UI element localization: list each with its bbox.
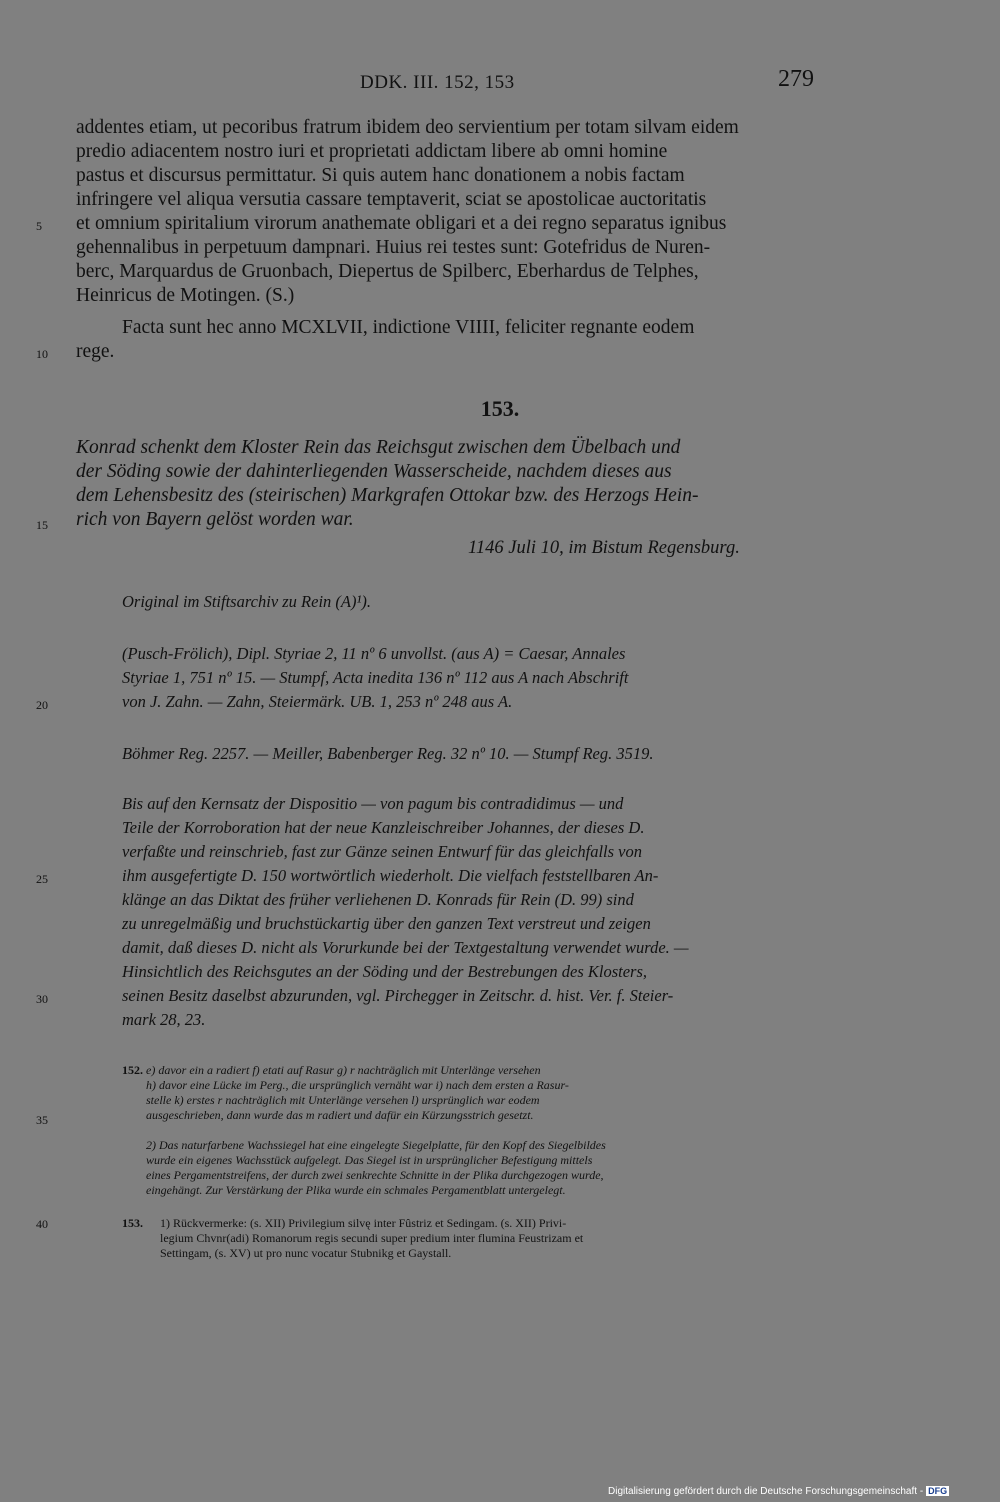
running-header: DDK. III. 152, 153	[360, 72, 515, 93]
line-number: 5	[36, 219, 42, 233]
line-number: 10	[36, 347, 48, 361]
editions-line: (Pusch-Frölich), Dipl. Styriae 2, 11 nº 6 unvollst. (aus A) = Caesar, Annales	[122, 644, 626, 663]
commentary-line: Hinsichtlich des Reichsgutes an der Söding und der Bestrebungen des Klosters,	[122, 962, 648, 981]
main-text-line: predio adiacentem nostro iuri et proprietati addictam libere ab omni homine	[76, 141, 668, 162]
line-number: 35	[36, 1113, 48, 1127]
line-number: 15	[36, 518, 48, 532]
seal-note-line: wurde ein eigenes Wachsstück aufgelegt. Das Siegel ist in ursprünglicher Befestigung mittels	[146, 1153, 593, 1167]
dfg-credit	[608, 1486, 949, 1497]
dfg-credit-text: Digitalisierung gefördert durch die Deutsche Forschungsgemeinschaft -	[608, 1486, 924, 1497]
footnote-line: e) davor ein a radiert f) etati auf Rasur g) r nachträglich mit Unterlänge versehen	[146, 1063, 541, 1077]
regesta-line: Böhmer Reg. 2257. — Meiller, Babenberger Reg. 32 nº 10. — Stumpf Reg. 3519.	[122, 744, 654, 763]
commentary-line: Teile der Korroboration hat der neue Kanzleischreiber Johannes, der dieses D.	[122, 818, 645, 837]
line-number: 20	[36, 698, 48, 712]
footnote-line: stelle k) erstes r nachträglich mit Unterlänge versehen l) ursprünglich war eodem	[146, 1093, 540, 1107]
main-text-line: infringere vel aliqua versutia cassare temptaverit, sciat se apostolicae auctoritatis	[76, 189, 707, 210]
regest-line: Konrad schenkt dem Kloster Rein das Reichsgut zwischen dem Übelbach und	[76, 437, 681, 458]
seal-note-line: 2) Das naturfarbene Wachssiegel hat eine eingelegte Siegelplatte, für den Kopf des Siegelbildes	[146, 1138, 606, 1152]
main-text-line: Facta sunt hec anno MCXLVII, indictione VIIII, feliciter regnante eodem	[122, 317, 695, 338]
seal-note-line: eingehängt. Zur Verstärkung der Plika wurde ein schmales Pergamentblatt untergelegt.	[146, 1183, 566, 1197]
commentary-line: zu unregelmäßig und bruchstückartig über den ganzen Text verstreut und zeigen	[122, 914, 651, 933]
footnote-label: 152.	[122, 1063, 143, 1077]
line-number: 30	[36, 992, 48, 1006]
footnote-line: Settingam, (s. XV) ut pro nunc vocatur Stubnikg et Gaystall.	[160, 1246, 452, 1260]
regest-line: dem Lehensbesitz des (steirischen) Markgrafen Ottokar bzw. des Herzogs Hein-	[76, 485, 699, 506]
main-text-line: et omnium spiritalium virorum anathemate obligari et a dei regno separatus ignibus	[76, 213, 727, 234]
commentary-line: verfaßte und reinschrieb, fast zur Gänze seinen Entwurf für das gleichfalls von	[122, 842, 643, 861]
footnote-line: h) davor eine Lücke im Perg., die ursprünglich vernäht war i) nach dem ersten a Rasur-	[146, 1078, 569, 1092]
main-text-line: gehennalibus in perpetuum dampnari. Huius rei testes sunt: Gotefridus de Nuren-	[76, 237, 711, 258]
main-text-line: berc, Marquardus de Gruonbach, Diepertus de Spilberc, Eberhardus de Telphes,	[76, 261, 699, 282]
page-number: 279	[778, 66, 814, 92]
main-text-line: addentes etiam, ut pecoribus fratrum ibidem deo servientium per totam silvam eidem	[76, 117, 739, 138]
footnote-line: ausgeschrieben, dann wurde das m radiert und dafür ein Kürzungsstrich gesetzt.	[146, 1108, 534, 1122]
commentary-line: klänge an das Diktat des früher verliehenen D. Konrads für Rein (D. 99) sind	[122, 890, 634, 909]
dfg-logo: DFG	[928, 1486, 948, 1496]
line-number: 40	[36, 1217, 48, 1231]
commentary-line: seinen Besitz daselbst abzurunden, vgl. Pirchegger in Zeitschr. d. hist. Ver. f. Steier-	[122, 986, 674, 1005]
commentary-line: Bis auf den Kernsatz der Dispositio — von pagum bis contradidimus — und	[122, 794, 624, 813]
commentary-line: ihm ausgefertigte D. 150 wortwörtlich wiederholt. Die vielfach feststellbaren An-	[122, 866, 659, 885]
editions-line: von J. Zahn. — Zahn, Steiermärk. UB. 1, 253 nº 248 aus A.	[122, 692, 513, 711]
footnote-line: legium Chvnr(adi) Romanorum regis secundi super predium inter flumina Feustrizam et	[160, 1231, 584, 1245]
main-text-line: Heinricus de Motingen. (S.)	[76, 285, 295, 306]
seal-note-line: eines Pergamentstreifens, der durch zwei senkrechte Schnitte in der Plika durchgezogen wurde,	[146, 1168, 604, 1182]
commentary-line: damit, daß dieses D. nicht als Vorurkunde bei der Textgestaltung verwendet wurde. —	[122, 938, 689, 957]
editions-line: Styriae 1, 751 nº 15. — Stumpf, Acta inedita 136 nº 112 aus A nach Abschrift	[122, 668, 629, 687]
commentary-line: mark 28, 23.	[122, 1010, 206, 1029]
main-text-line: pastus et discursus permittatur. Si quis autem hanc donationem a nobis factam	[76, 165, 685, 186]
regest-line: rich von Bayern gelöst worden war.	[76, 509, 354, 530]
footnote-label: 153.	[122, 1216, 143, 1230]
footnote-line: 1) Rückvermerke: (s. XII) Privilegium silvę inter Fûstriz et Sedingam. (s. XII) Privi-	[160, 1216, 567, 1230]
regest-line: der Söding sowie der dahinterliegenden Wasserscheide, nachdem dieses aus	[76, 461, 672, 482]
document-date: 1146 Juli 10, im Bistum Regensburg.	[468, 538, 740, 558]
line-number: 25	[36, 872, 48, 886]
document-number: 153.	[480, 396, 520, 421]
original-note: Original im Stiftsarchiv zu Rein (A)¹).	[122, 592, 372, 611]
main-text-line: rege.	[76, 341, 115, 362]
